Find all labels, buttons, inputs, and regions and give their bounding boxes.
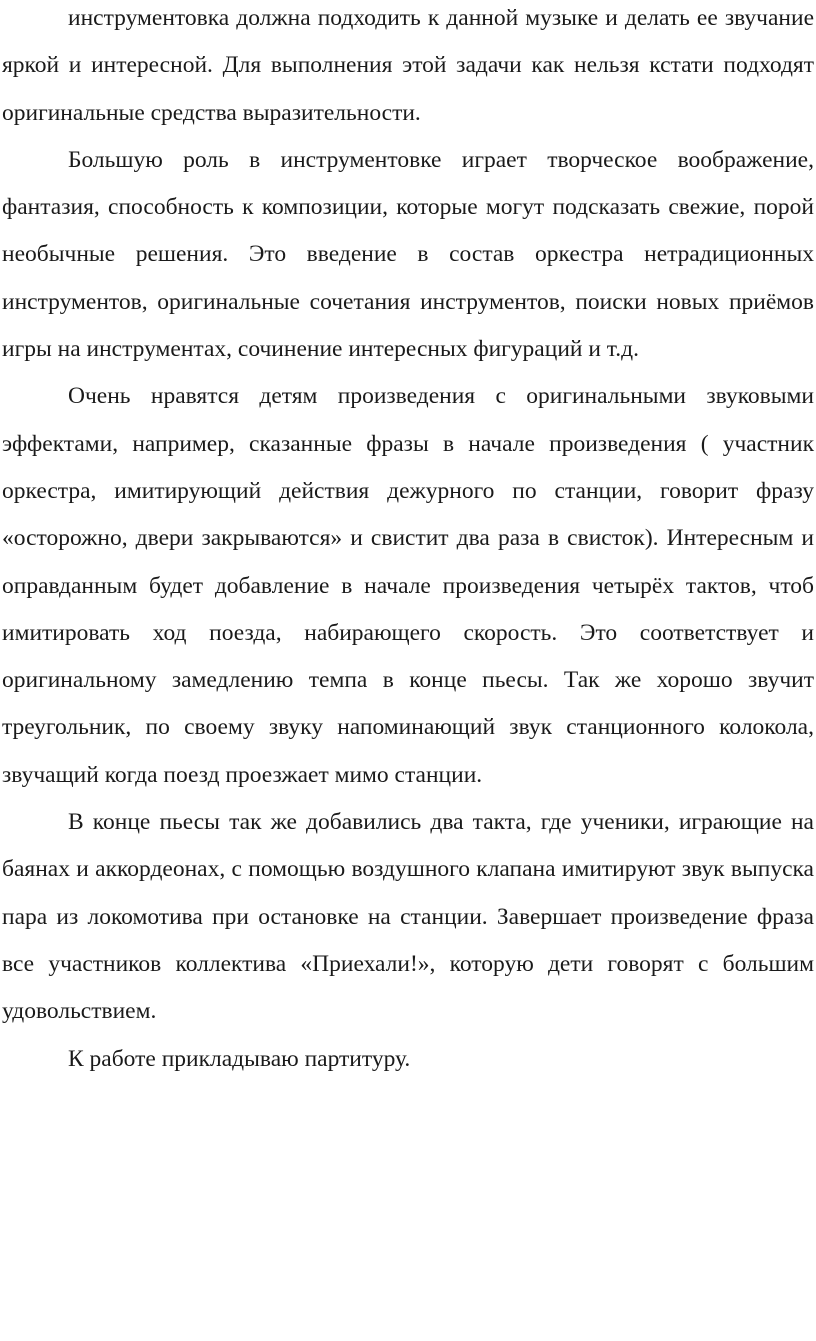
paragraph-instrumentation-conclusion: инструментовка должна подходить к данной музыке и делать ее звучание яркой и интересной. Для выполнения этой задачи как нельзя кстати подходят оригинальные средства выразительности. [2, 5, 814, 126]
paragraph-creative-imagination: Большую роль в инструментовке играет творческое воображение, фантазия, способность к композиции, которые могут подсказать свежие, порой необычные решения. Это введение в состав оркестра нетрадиционных инструментов, оригинальные сочетания инструментов, поиски новых приёмов игры на инструментах, сочинение интересных фигураций и т.д. [2, 146, 814, 363]
paragraph-score-attached: К работе прикладываю партитуру. [68, 1045, 411, 1072]
paragraph-ending-of-piece: В конце пьесы так же добавились два такта, где ученики, играющие на баянах и аккордеонах, с помощью воздушного клапана имитируют звук выпуска пара из локомотива при остановке на станции. Завершает произведение фраза все участников коллектива «Приехали!», которую дети говорят с большим удовольствием. [2, 809, 814, 1025]
paragraph-sound-effects: Очень нравятся детям произведения с оригинальными звуковыми эффектами, например, сказанные фразы в начале произведения ( участник оркестра, имитирующий действия дежурного по станции, говорит фразу «осторожно, двери закрываются» и свистит два раза в свисток). Интересным и оправданным будет добавление в начале произведения четырёх тактов, чтоб имитировать ход поезда, набирающего скорость. Это соответствует и оригинальному замедлению темпа в конце пьесы. Так же хорошо звучит треугольник, по своему звуку напоминающий звук станционного колокола, звучащий когда поезд проезжает мимо станции. [2, 383, 814, 788]
